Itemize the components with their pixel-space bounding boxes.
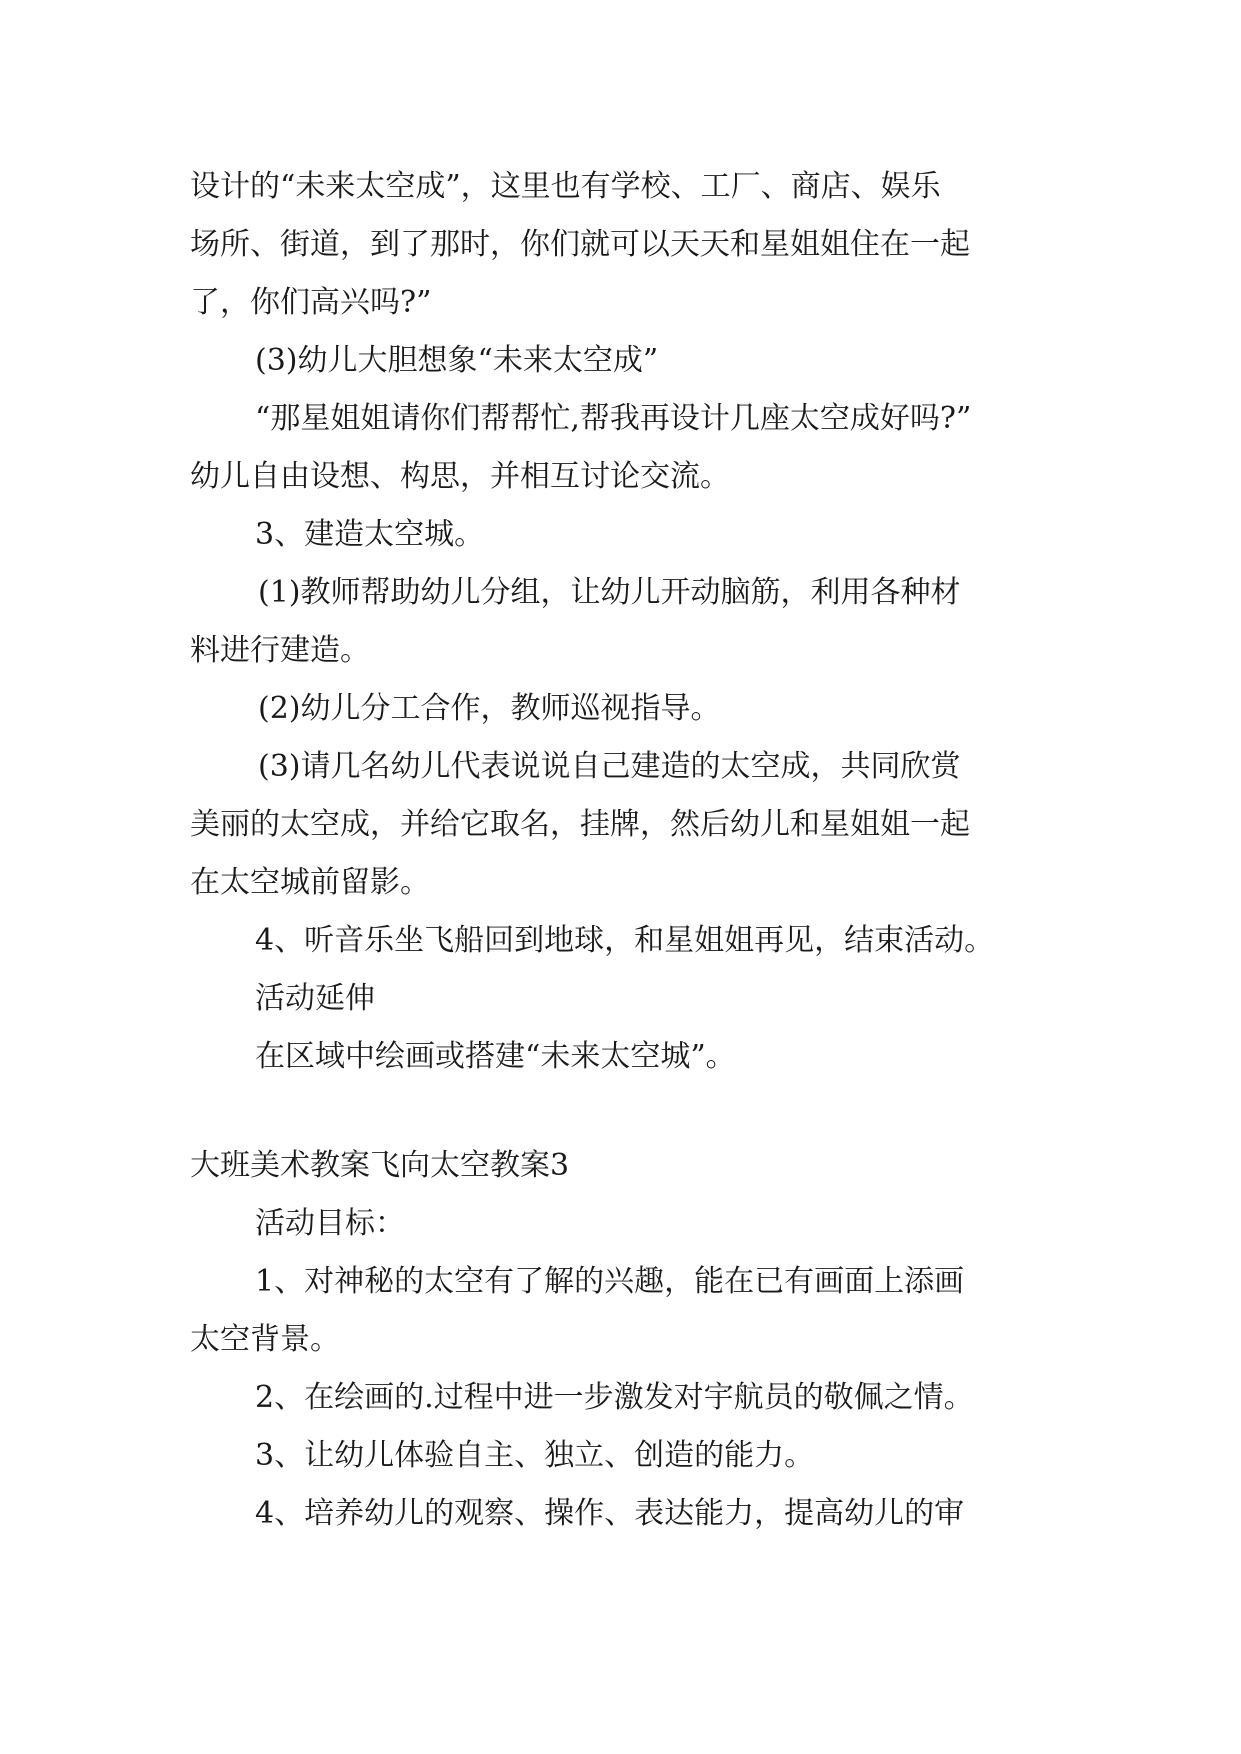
text-line: 活动延伸 [255, 981, 375, 1016]
text-line: 3、让幼儿体验自主、独立、创造的能力。 [255, 1438, 815, 1473]
text-line: 太空背景。 [190, 1322, 340, 1357]
text-line: 4、培养幼儿的观察、操作、表达能力，提高幼儿的审 [255, 1496, 965, 1531]
text-line: (1)教师帮助幼儿分组，让幼儿开动脑筋，利用各种材 [258, 575, 961, 610]
text-line: 设计的“未来太空成”，这里也有学校、工厂、商店、娱乐 [190, 169, 941, 204]
text-line: (3)请几名幼儿代表说说自己建造的太空成，共同欣赏 [258, 749, 961, 784]
text-line: 2、在绘画的.过程中进一步激发对宇航员的敬佩之情。 [255, 1380, 974, 1415]
text-line: 在太空城前留影。 [190, 865, 430, 900]
text-line: 3、建造太空城。 [255, 517, 485, 552]
text-line: 4、听音乐坐飞船回到地球，和星姐姐再见，结束活动。 [255, 923, 995, 958]
text-line: 幼儿自由设想、构思，并相互讨论交流。 [190, 459, 730, 494]
text-line: 1、对神秘的太空有了解的兴趣，能在已有画面上添画 [255, 1264, 965, 1299]
text-line: “那星姐姐请你们帮帮忙,帮我再设计几座太空成好吗?” [255, 401, 972, 436]
text-line: 了，你们高兴吗?” [190, 285, 432, 320]
text-line: 活动目标： [255, 1206, 405, 1241]
section-title: 大班美术教案飞向太空教案3 [190, 1148, 570, 1183]
text-line: 场所、街道，到了那时，你们就可以天天和星姐姐住在一起 [190, 227, 970, 262]
text-line: (2)幼儿分工合作，教师巡视指导。 [258, 691, 721, 726]
text-line: 在区域中绘画或搭建“未来太空城”。 [255, 1039, 736, 1074]
text-line: 料进行建造。 [190, 633, 370, 668]
text-line: 美丽的太空成，并给它取名，挂牌，然后幼儿和星姐姐一起 [190, 807, 970, 842]
text-line: (3)幼儿大胆想象“未来太空成” [255, 343, 659, 378]
